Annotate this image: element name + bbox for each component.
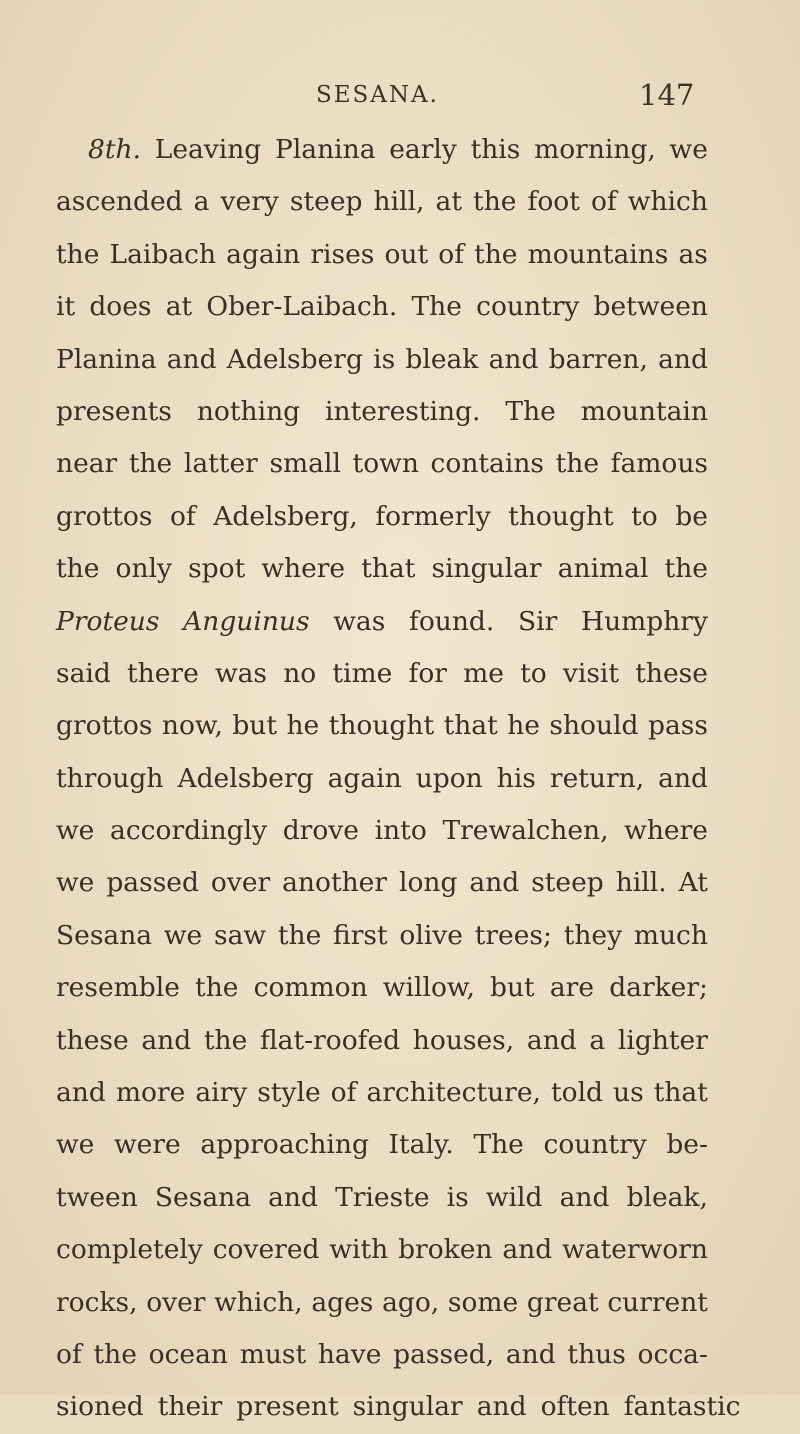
word: through: [56, 762, 164, 794]
word: rocks,: [56, 1286, 138, 1318]
text-line: [56, 229, 708, 281]
word: completely: [56, 1234, 203, 1266]
word: their: [157, 1391, 223, 1423]
word: and: [469, 867, 520, 899]
word: with: [329, 1234, 389, 1266]
word: of: [56, 1338, 82, 1370]
word: we: [56, 867, 95, 899]
word: Adelsberg,: [213, 500, 358, 532]
word: is: [373, 343, 396, 375]
word: into: [374, 815, 427, 847]
word: occa-: [637, 1338, 708, 1370]
word: The: [411, 291, 462, 323]
word: it: [56, 291, 76, 323]
word: told: [550, 1077, 604, 1109]
word: The: [505, 395, 556, 427]
word: Adelsberg: [177, 762, 314, 794]
word: early: [389, 134, 457, 165]
word: was: [333, 605, 386, 637]
word: bleak: [405, 343, 479, 375]
word: and: [56, 1077, 106, 1109]
word: and: [141, 1024, 192, 1056]
word: again: [226, 238, 301, 270]
word: foot: [527, 186, 580, 218]
word: steep: [289, 186, 363, 218]
word: should: [549, 710, 639, 742]
text-line: [56, 386, 708, 438]
word: and: [658, 343, 708, 375]
text-line: [56, 334, 708, 386]
word: these: [56, 1024, 129, 1056]
word: the: [56, 553, 100, 585]
text-line: [56, 1015, 708, 1067]
word: waterworn: [562, 1234, 708, 1266]
word: he: [507, 710, 540, 742]
word: only: [115, 553, 172, 585]
word: wild: [485, 1181, 543, 1213]
word: and: [559, 1181, 610, 1213]
text-line: [56, 753, 708, 805]
word: the: [93, 1338, 137, 1370]
word: at: [435, 186, 462, 218]
word: Planina: [275, 134, 376, 165]
word: his: [496, 762, 536, 794]
word: The: [473, 1129, 524, 1161]
word: thought: [328, 710, 435, 742]
word: is: [446, 1181, 469, 1213]
word: passed: [106, 867, 199, 899]
word: between: [593, 291, 708, 323]
word: often: [540, 1391, 610, 1423]
word: much: [633, 919, 708, 951]
word: covered: [212, 1234, 320, 1266]
word: presents: [56, 395, 172, 427]
text-line: [56, 962, 708, 1014]
word: the: [277, 919, 322, 951]
word: and: [476, 1391, 527, 1423]
word: style: [257, 1077, 321, 1109]
word: be-: [666, 1129, 708, 1161]
word: the: [473, 186, 517, 218]
word: that: [361, 553, 416, 585]
text-line: [56, 1067, 708, 1119]
word: pass: [647, 710, 708, 742]
word: near: [56, 448, 118, 480]
word: saw: [214, 919, 267, 951]
word: current: [607, 1286, 708, 1318]
word: me: [463, 657, 504, 689]
word: the: [56, 238, 100, 270]
word: and: [658, 762, 708, 794]
word: a: [193, 186, 210, 218]
word: Humphry: [580, 605, 708, 637]
word: mountain: [580, 395, 708, 427]
word: bleak,: [626, 1181, 708, 1213]
word: that: [653, 1077, 708, 1109]
text-line: [56, 700, 708, 752]
word: Trewalchen,: [442, 815, 609, 847]
word: trees;: [474, 919, 552, 951]
word: the: [555, 448, 600, 480]
word: that: [443, 710, 498, 742]
word: town: [352, 448, 419, 480]
word: where: [261, 553, 346, 585]
word: contains: [430, 448, 544, 480]
word: over: [146, 1286, 206, 1318]
word: said: [56, 657, 111, 689]
text-line: [56, 1119, 708, 1171]
word: approaching: [200, 1129, 369, 1161]
word: hill.: [615, 867, 667, 899]
word: Sesana: [56, 919, 153, 951]
word: animal: [557, 553, 649, 585]
word: singular: [431, 553, 542, 585]
text-line: [56, 805, 708, 857]
word: olive: [399, 919, 463, 951]
word: over: [210, 867, 271, 899]
word: latter: [183, 448, 258, 480]
word: of: [438, 238, 464, 270]
word: again: [327, 762, 402, 794]
text-line: [56, 124, 708, 176]
word: does: [89, 291, 152, 323]
word: to: [631, 500, 658, 532]
text-line: [56, 1277, 708, 1329]
word: airy: [195, 1077, 248, 1109]
word: ocean: [148, 1338, 228, 1370]
word: drove: [282, 815, 359, 847]
word: and: [166, 343, 217, 375]
word: passed,: [393, 1338, 495, 1370]
text-line: [56, 1172, 708, 1224]
word: the: [128, 448, 173, 480]
text-line: [56, 857, 708, 909]
word: at: [165, 291, 193, 323]
word: we: [56, 815, 95, 847]
word: Ober-Laibach.: [206, 291, 398, 323]
word: return,: [549, 762, 645, 794]
word: upon: [415, 762, 483, 794]
text-line: [56, 1329, 708, 1381]
word: country: [543, 1129, 647, 1161]
word: Trieste: [335, 1181, 430, 1213]
word: very: [220, 186, 279, 218]
word: of: [169, 500, 196, 532]
word: present: [236, 1391, 339, 1423]
word: us: [613, 1077, 644, 1109]
word: the: [474, 238, 518, 270]
word: and: [488, 343, 539, 375]
word: there: [127, 657, 199, 689]
word: Leaving: [154, 134, 262, 165]
word: tween: [56, 1181, 138, 1213]
word: must: [239, 1338, 307, 1370]
word: more: [115, 1077, 186, 1109]
word: we: [56, 1129, 95, 1161]
word: thus: [567, 1338, 626, 1370]
word: Anguinus: [183, 605, 310, 637]
word: morning,: [534, 134, 656, 165]
word: grottos: [56, 500, 153, 532]
word: formerly: [375, 500, 491, 532]
word: architecture,: [366, 1077, 541, 1109]
body-text: [56, 124, 741, 1434]
word: to: [520, 657, 547, 689]
word: sioned: [56, 1391, 144, 1423]
word: now,: [161, 710, 223, 742]
text-line: [56, 176, 708, 228]
word: some: [447, 1286, 519, 1318]
word: time: [332, 657, 393, 689]
word: the: [203, 1024, 248, 1056]
text-line: [56, 491, 708, 543]
word: ascended: [56, 186, 183, 218]
text-line: [56, 1381, 741, 1433]
word: long: [398, 867, 458, 899]
word: small: [269, 448, 341, 480]
word: thought: [508, 500, 614, 532]
word: accordingly: [110, 815, 268, 847]
word: found.: [409, 605, 495, 637]
page-header: [0, 78, 800, 118]
text-line: [56, 281, 708, 333]
word: and: [505, 1338, 556, 1370]
word: Sesana: [154, 1181, 251, 1213]
word: darker;: [609, 972, 708, 1004]
text-line: [56, 596, 708, 648]
word: singular: [352, 1391, 463, 1423]
word: are: [549, 972, 595, 1004]
text-line: [56, 543, 708, 595]
word: of: [330, 1077, 357, 1109]
word: Laibach: [109, 238, 217, 270]
word: great: [526, 1286, 599, 1318]
word: broken: [398, 1234, 493, 1266]
word: he: [286, 710, 320, 742]
word: grottos: [56, 710, 153, 742]
word: flat-roofed: [260, 1024, 401, 1056]
word: of: [590, 186, 617, 218]
word: they: [563, 919, 623, 951]
text-line: [56, 648, 708, 700]
word: ago,: [382, 1286, 440, 1318]
word: as: [678, 238, 708, 270]
word: the: [195, 972, 239, 1004]
word: we: [163, 919, 203, 951]
word: ages: [311, 1286, 374, 1318]
word: famous: [610, 448, 708, 480]
text-line: [56, 1224, 708, 1276]
word: nothing: [196, 395, 301, 427]
word: the: [664, 553, 708, 585]
word: and: [502, 1234, 553, 1266]
word: we: [669, 134, 708, 165]
word: out: [384, 238, 429, 270]
word: hill,: [373, 186, 425, 218]
word: no: [283, 657, 317, 689]
word: another: [282, 867, 388, 899]
word: steep: [531, 867, 604, 899]
word: Planina: [56, 343, 157, 375]
word: were: [114, 1129, 181, 1161]
word: common: [253, 972, 368, 1004]
word: Adelsberg: [226, 343, 363, 375]
word: rises: [310, 238, 375, 270]
word: Sir: [517, 605, 558, 637]
word: visit: [562, 657, 620, 689]
word: fantastic: [623, 1391, 741, 1423]
word: lighter: [617, 1024, 708, 1056]
word: be: [675, 500, 708, 532]
word: which: [627, 186, 708, 218]
word: this: [470, 134, 521, 165]
word: barren,: [548, 343, 648, 375]
word: willow,: [382, 972, 475, 1004]
word: country: [476, 291, 580, 323]
word: was: [214, 657, 268, 689]
word: which,: [214, 1286, 303, 1318]
word: mountains: [527, 238, 669, 270]
word: interesting.: [325, 395, 481, 427]
word: first: [333, 919, 388, 951]
text-line: [56, 438, 708, 490]
page-number: 147: [639, 78, 695, 112]
word: where: [624, 815, 708, 847]
word: but: [232, 710, 278, 742]
word: spot: [188, 553, 246, 585]
text-line: [56, 910, 708, 962]
word: these: [635, 657, 708, 689]
word: houses,: [412, 1024, 515, 1056]
word: At: [678, 867, 708, 899]
word: resemble: [56, 972, 180, 1004]
word: but: [490, 972, 535, 1004]
word: and: [268, 1181, 318, 1213]
word: Italy.: [388, 1129, 454, 1161]
word: for: [408, 657, 447, 689]
word: Proteus: [56, 605, 160, 637]
running-head: SESANA.: [316, 82, 439, 108]
word: have: [317, 1338, 382, 1370]
word: 8th.: [88, 134, 141, 165]
word: a: [589, 1024, 606, 1056]
word: and: [526, 1024, 577, 1056]
